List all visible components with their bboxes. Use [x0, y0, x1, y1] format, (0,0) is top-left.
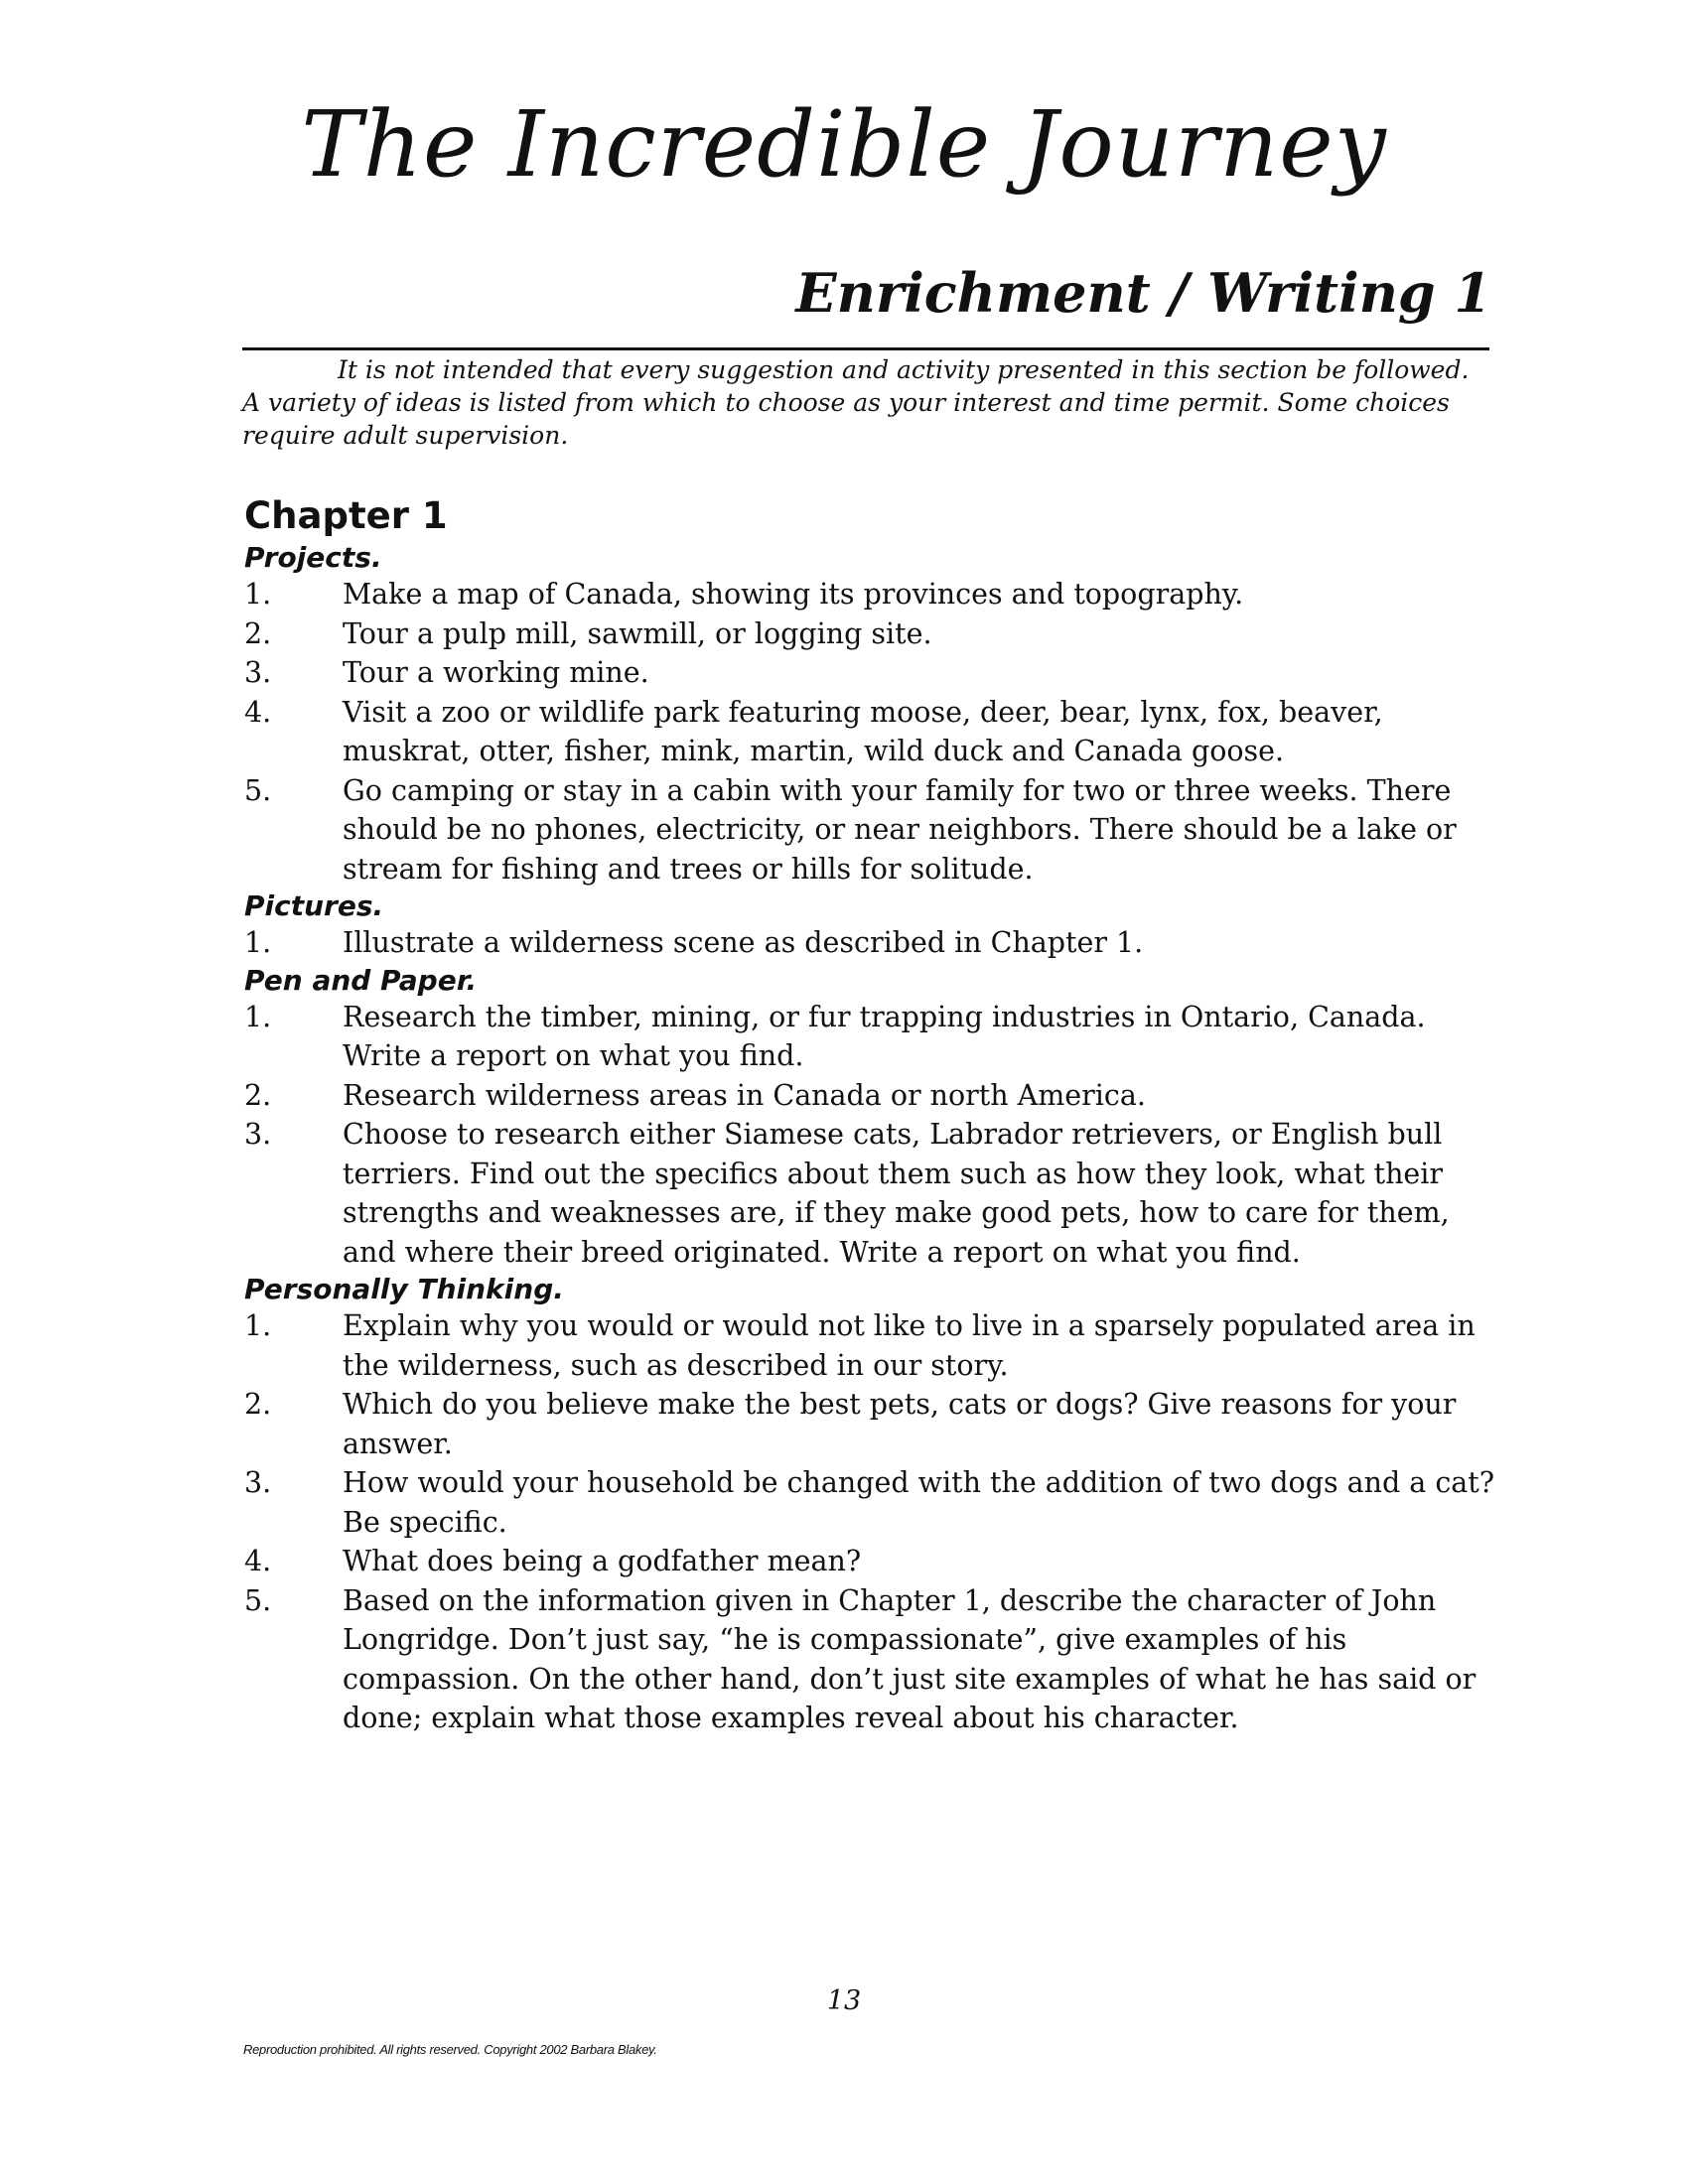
- copyright-notice: Reproduction prohibited. All rights reserved. Copyright 2002 Barbara Blakey.: [243, 2042, 657, 2057]
- document-title: The Incredible Journey: [301, 91, 1387, 198]
- item-text: Research the timber, mining, or fur trapping industries in Ontario, Canada. Write a report on what you find.: [343, 1000, 1426, 1072]
- header-rule: [242, 347, 1489, 350]
- section-title: Personally Thinking.: [244, 1273, 564, 1305]
- item-text: Go camping or stay in a cabin with your family for two or three weeks. There should be no phones, electricity, or near neighbors. There should be a lake or stream for fishing and trees or hills for solitude.: [343, 773, 1457, 886]
- item-list: [244, 923, 1505, 963]
- section-projects: [244, 540, 1505, 888]
- list-item: [244, 771, 1505, 889]
- chapter-title: Chapter 1: [244, 494, 448, 537]
- item-text: Illustrate a wilderness scene as described in Chapter 1.: [343, 926, 1144, 959]
- item-text: Make a map of Canada, showing its provinces and topography.: [343, 578, 1244, 611]
- item-number: 2.: [244, 616, 272, 650]
- document-subtitle: Enrichment / Writing 1: [795, 261, 1491, 325]
- list-item: [244, 1385, 1505, 1463]
- section-title: Pen and Paper.: [244, 963, 478, 997]
- list-item: [244, 998, 1505, 1076]
- section-title: Pictures.: [244, 889, 384, 922]
- list-item: [244, 693, 1505, 771]
- page-number: 13: [826, 1985, 862, 2016]
- item-text: Based on the information given in Chapter 1, describe the character of John Longridge. Don’t just say, “he is compassionate”, give examples of his compassion. On the other hand, don’t just site examples of what he has said or done; explain what those examples reveal about his character.: [343, 1583, 1477, 1734]
- item-number: 2.: [244, 1388, 272, 1421]
- list-item: [244, 1463, 1505, 1542]
- item-number: 3.: [244, 1466, 272, 1499]
- item-number: 3.: [244, 656, 272, 689]
- item-number: 4.: [244, 695, 272, 729]
- item-number: 3.: [244, 1118, 272, 1151]
- item-number: 1.: [244, 1309, 272, 1342]
- item-number: 5.: [244, 773, 272, 807]
- list-item: [244, 1581, 1505, 1738]
- list-item: [244, 1542, 1505, 1581]
- item-number: 1.: [244, 578, 272, 611]
- list-item: [244, 923, 1505, 963]
- section-pen-and-paper: [244, 963, 1505, 1273]
- item-text: Tour a working mine.: [343, 656, 649, 689]
- list-item: [244, 653, 1505, 693]
- item-number: 2.: [244, 1078, 272, 1112]
- list-item: [244, 614, 1505, 654]
- list-item: [244, 1076, 1505, 1116]
- item-list: [244, 1306, 1505, 1738]
- item-list: [244, 575, 1505, 888]
- item-text: How would your household be changed with the addition of two dogs and a cat? Be specific.: [343, 1466, 1495, 1539]
- item-text: Visit a zoo or wildlife park featuring moose, deer, bear, lynx, fox, beaver, muskrat, otter, fisher, mink, martin, wild duck and Canada goose.: [343, 695, 1383, 767]
- item-text: Which do you believe make the best pets, cats or dogs? Give reasons for your answer.: [343, 1388, 1457, 1460]
- item-list: [244, 998, 1505, 1273]
- item-number: 1.: [244, 1000, 272, 1033]
- item-text: Research wilderness areas in Canada or north America.: [343, 1078, 1146, 1112]
- item-text: What does being a godfather mean?: [343, 1545, 862, 1577]
- section-title: Projects.: [244, 541, 382, 574]
- item-number: 1.: [244, 926, 272, 959]
- list-item: [244, 1306, 1505, 1385]
- intro-paragraph: It is not intended that every suggestion and activity presented in this section be followed. A variety of ideas is listed from which to choose as your interest and time permit. Some choices require adult supervision.: [242, 355, 1470, 450]
- list-item: [244, 575, 1505, 614]
- item-number: 5.: [244, 1583, 272, 1617]
- chapter-content: [244, 494, 1505, 1738]
- item-text: Tour a pulp mill, sawmill, or logging site.: [343, 616, 932, 650]
- item-text: Explain why you would or would not like to live in a sparsely populated area in the wilderness, such as described in our story.: [343, 1309, 1476, 1382]
- item-text: Choose to research either Siamese cats, Labrador retrievers, or English bull terriers. Find out the specifics about them such as how they look, what their strengths and weaknesses are, if they make good pets, how to care for them, and where their breed originated. Write a report on what you find.: [343, 1118, 1450, 1269]
- section-personally-thinking: [244, 1272, 1505, 1738]
- section-pictures: [244, 888, 1505, 963]
- list-item: [244, 1115, 1505, 1272]
- item-number: 4.: [244, 1545, 272, 1577]
